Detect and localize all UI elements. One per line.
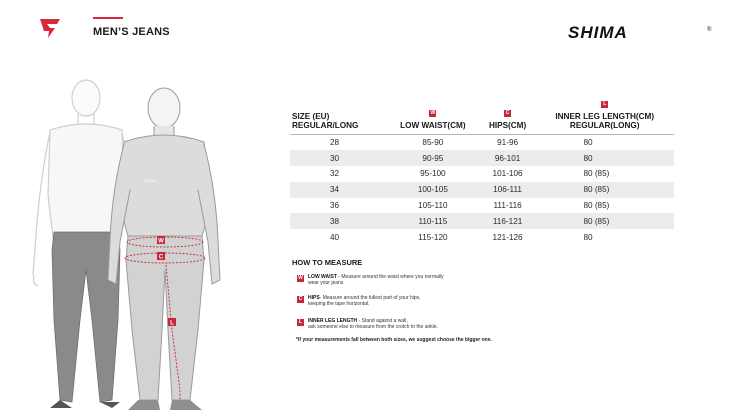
cell-waist: 95-100: [420, 169, 446, 179]
waist-badge-icon: W: [430, 110, 436, 116]
measure-desc: - Measure around the fullest part of your hips,: [319, 295, 421, 301]
cell-size: 36: [330, 201, 340, 211]
header-low-waist: W LOW WAIST(CM): [400, 110, 466, 130]
measure-desc-cont: ask someone else to measure from the crotch to the ankle.: [308, 324, 439, 330]
measure-term: HIPS: [308, 295, 320, 301]
cell-leg: 80 (85): [583, 216, 610, 226]
cell-leg: 80: [583, 153, 593, 163]
cell-waist: 115-120: [418, 232, 448, 242]
title-accent-rule: [93, 17, 123, 19]
cell-hips: 101-106: [492, 169, 523, 179]
shima-logo-icon: [38, 16, 62, 40]
cell-leg: 80 (85): [583, 201, 610, 211]
cell-size: 34: [330, 185, 340, 195]
measure-desc-cont: wear your jeans.: [308, 280, 345, 286]
brand-logo: [566, 22, 716, 42]
cell-waist: 100-105: [417, 185, 448, 195]
hips-label: [157, 252, 165, 261]
cell-size: 28: [330, 138, 340, 148]
leg-badge-icon: L: [603, 101, 607, 107]
measure-desc: - Measure around the waist where you normally: [336, 274, 444, 280]
table-row: [290, 166, 674, 182]
cell-hips: 121-126: [492, 232, 523, 242]
cell-leg: 80: [583, 138, 593, 148]
hips-badge-icon: C: [298, 296, 303, 302]
cell-waist: 85-90: [422, 138, 444, 148]
header-size: SIZE (EU) REGULAR/LONG: [292, 112, 359, 130]
header-inner-leg: L INNER LEG LENGTH(CM) REGULAR(LONG): [555, 101, 655, 130]
hips-badge-icon: C: [505, 110, 510, 116]
cell-hips: 116-121: [492, 216, 523, 226]
cell-hips: 111-116: [493, 201, 522, 211]
leg-label: [168, 318, 176, 327]
cell-leg: 80 (85): [583, 169, 610, 179]
cell-waist: 90-95: [422, 153, 444, 163]
table-row: [290, 213, 674, 229]
svg-text:L: L: [170, 320, 174, 327]
header-hips: C HIPS(CM): [488, 110, 527, 130]
leg-badge-icon: L: [298, 319, 303, 325]
cell-size: 38: [330, 216, 340, 226]
measure-term: LOW WAIST: [308, 274, 337, 280]
svg-text:C: C: [158, 254, 164, 261]
cell-size: 40: [330, 232, 340, 242]
cell-hips: 91-96: [497, 138, 519, 148]
cell-hips: 106-111: [493, 185, 522, 195]
table-row: [290, 229, 674, 245]
cell-waist: 110-115: [418, 216, 448, 226]
table-header-row: [290, 98, 674, 135]
measure-desc-cont: keeping the tape horizontal.: [308, 301, 370, 307]
table-row: [290, 198, 674, 214]
measure-desc: - Stand against a wall,: [357, 318, 408, 324]
cell-size: 32: [330, 169, 340, 179]
brand-wordmark: SHIMA: [568, 23, 628, 42]
cell-leg: 80: [583, 232, 593, 242]
table-row: [290, 182, 674, 198]
how-to-measure-heading: HOW TO MEASURE: [292, 258, 363, 267]
measure-term: INNER LEG LENGTH: [308, 318, 358, 324]
table-row: [290, 135, 674, 151]
waist-label: [157, 236, 165, 245]
size-chart-table: [290, 98, 674, 245]
table-row: [290, 150, 674, 166]
page-title: MEN’S JEANS: [93, 26, 170, 38]
cell-waist: 105-110: [418, 201, 448, 211]
svg-text:SHIMA: SHIMA: [144, 178, 157, 183]
cell-leg: 80 (85): [583, 185, 610, 195]
brand-registered-mark: ®: [707, 27, 712, 33]
measurement-figures-illustration: [20, 70, 260, 415]
waist-badge-icon: W: [298, 275, 303, 281]
front-figure: [108, 88, 220, 410]
cell-hips: 96-101: [494, 153, 521, 163]
cell-size: 30: [330, 153, 340, 163]
svg-text:W: W: [158, 238, 164, 245]
sizing-note: *If your measurements fall between both sizes, we suggest choose the bigger one.: [296, 337, 492, 343]
